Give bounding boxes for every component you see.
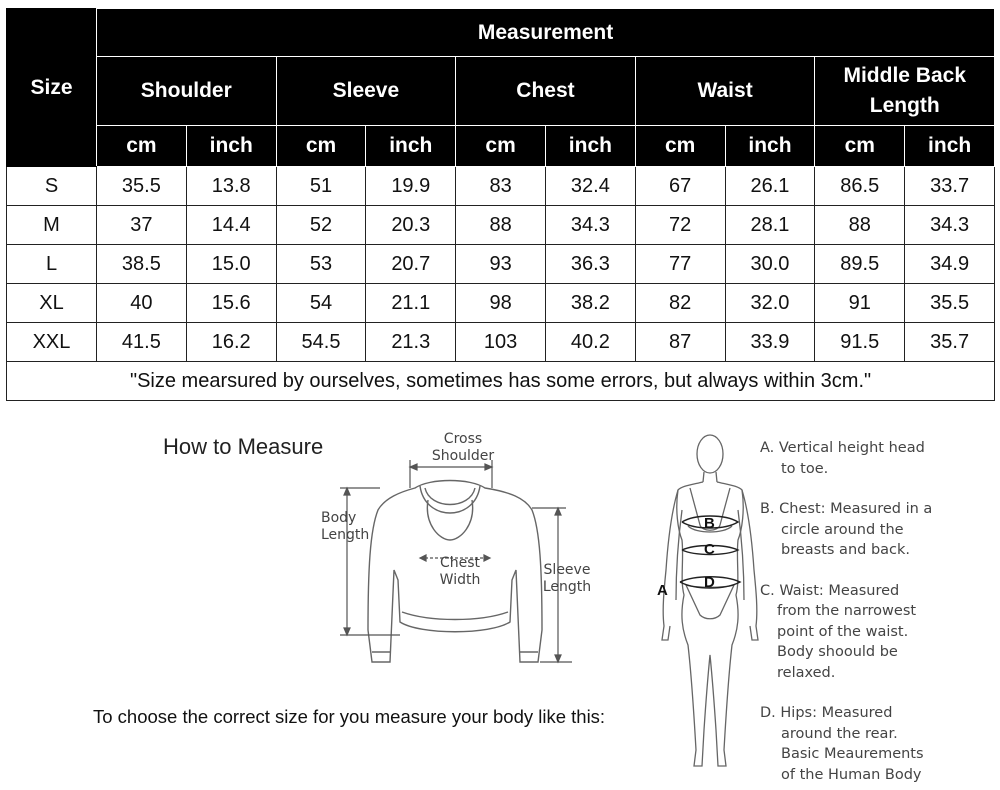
value-cell: 83 [456, 167, 546, 206]
value-cell: 38.5 [97, 245, 187, 284]
size-cell: XXL [7, 323, 97, 362]
body-length-label: Body Length [321, 510, 370, 543]
unit-cm: cm [635, 126, 725, 167]
value-cell: 88 [456, 206, 546, 245]
value-cell: 21.3 [366, 323, 456, 362]
value-cell: 86.5 [815, 167, 905, 206]
legend-item-b: B. Chest: Measured in a circle around the breasts and back. [760, 501, 933, 558]
value-cell: 40.2 [545, 323, 635, 362]
chest-width-label: Chest Width [439, 555, 481, 588]
legend-item-d: D. Hips: Measured around the rear. Basic Meaurements of the Human Body [760, 705, 924, 783]
how-to-measure-title: How to Measure [163, 434, 324, 459]
size-cell: S [7, 167, 97, 206]
human-body-illustration [640, 430, 760, 790]
value-cell: 21.1 [366, 284, 456, 323]
value-cell: 103 [456, 323, 546, 362]
value-cell: 33.9 [725, 323, 815, 362]
table-row [7, 323, 995, 362]
value-cell: 54 [276, 284, 366, 323]
value-cell: 15.0 [186, 245, 276, 284]
measurement-note: "Size mearsured by ourselves, sometimes has some errors, but always within 3cm." [7, 362, 995, 401]
unit-cm: cm [97, 126, 187, 167]
value-cell: 98 [456, 284, 546, 323]
value-cell: 53 [276, 245, 366, 284]
middle-back-length-header: Middle Back Length [815, 57, 995, 126]
legend-item-a: A. Vertical height head to toe. [760, 440, 925, 477]
unit-inch: inch [725, 126, 815, 167]
value-cell: 38.2 [545, 284, 635, 323]
value-cell: 26.1 [725, 167, 815, 206]
value-cell: 51 [276, 167, 366, 206]
value-cell: 30.0 [725, 245, 815, 284]
unit-inch: inch [905, 126, 995, 167]
size-cell: L [7, 245, 97, 284]
size-chart-table [6, 8, 995, 401]
value-cell: 52 [276, 206, 366, 245]
value-cell: 33.7 [905, 167, 995, 206]
table-row [7, 206, 995, 245]
value-cell: 91 [815, 284, 905, 323]
value-cell: 72 [635, 206, 725, 245]
value-cell: 16.2 [186, 323, 276, 362]
value-cell: 35.7 [905, 323, 995, 362]
unit-cm: cm [276, 126, 366, 167]
value-cell: 20.7 [366, 245, 456, 284]
unit-inch: inch [366, 126, 456, 167]
value-cell: 41.5 [97, 323, 187, 362]
chest-header: Chest [456, 57, 636, 126]
value-cell: 28.1 [725, 206, 815, 245]
measurement-legend [760, 438, 996, 785]
legend-item-c: C. Waist: Measured from the narrowest point of the waist. Body shoould be relaxed. [760, 582, 917, 681]
unit-inch: inch [545, 126, 635, 167]
table-row [7, 284, 995, 323]
value-cell: 34.9 [905, 245, 995, 284]
value-cell: 91.5 [815, 323, 905, 362]
value-cell: 32.4 [545, 167, 635, 206]
waist-header: Waist [635, 57, 815, 126]
value-cell: 35.5 [905, 284, 995, 323]
table-row [7, 167, 995, 206]
value-cell: 14.4 [186, 206, 276, 245]
value-cell: 88 [815, 206, 905, 245]
value-cell: 87 [635, 323, 725, 362]
marker-a: A [657, 582, 668, 599]
value-cell: 35.5 [97, 167, 187, 206]
value-cell: 82 [635, 284, 725, 323]
shoulder-header: Shoulder [97, 57, 277, 126]
measure-instruction: To choose the correct size for you measure your body like this: [93, 706, 606, 727]
unit-cm: cm [815, 126, 905, 167]
value-cell: 34.3 [905, 206, 995, 245]
value-cell: 36.3 [545, 245, 635, 284]
sleeve-length-label: Sleeve Length [542, 562, 592, 595]
value-cell: 67 [635, 167, 725, 206]
value-cell: 93 [456, 245, 546, 284]
value-cell: 89.5 [815, 245, 905, 284]
unit-cm: cm [456, 126, 546, 167]
value-cell: 54.5 [276, 323, 366, 362]
cross-shoulder-label: Cross Shoulder [431, 431, 495, 464]
marker-c: C [704, 541, 715, 558]
value-cell: 77 [635, 245, 725, 284]
value-cell: 19.9 [366, 167, 456, 206]
value-cell: 37 [97, 206, 187, 245]
size-cell: M [7, 206, 97, 245]
size-cell: XL [7, 284, 97, 323]
measurement-header: Measurement [97, 9, 995, 57]
value-cell: 40 [97, 284, 187, 323]
marker-d: D [704, 574, 715, 591]
size-header: Size [7, 9, 97, 167]
sleeve-header: Sleeve [276, 57, 456, 126]
value-cell: 34.3 [545, 206, 635, 245]
value-cell: 20.3 [366, 206, 456, 245]
marker-b: B [704, 515, 715, 532]
value-cell: 13.8 [186, 167, 276, 206]
table-row [7, 245, 995, 284]
unit-inch: inch [186, 126, 276, 167]
sweater-illustration [320, 430, 600, 670]
value-cell: 15.6 [186, 284, 276, 323]
value-cell: 32.0 [725, 284, 815, 323]
